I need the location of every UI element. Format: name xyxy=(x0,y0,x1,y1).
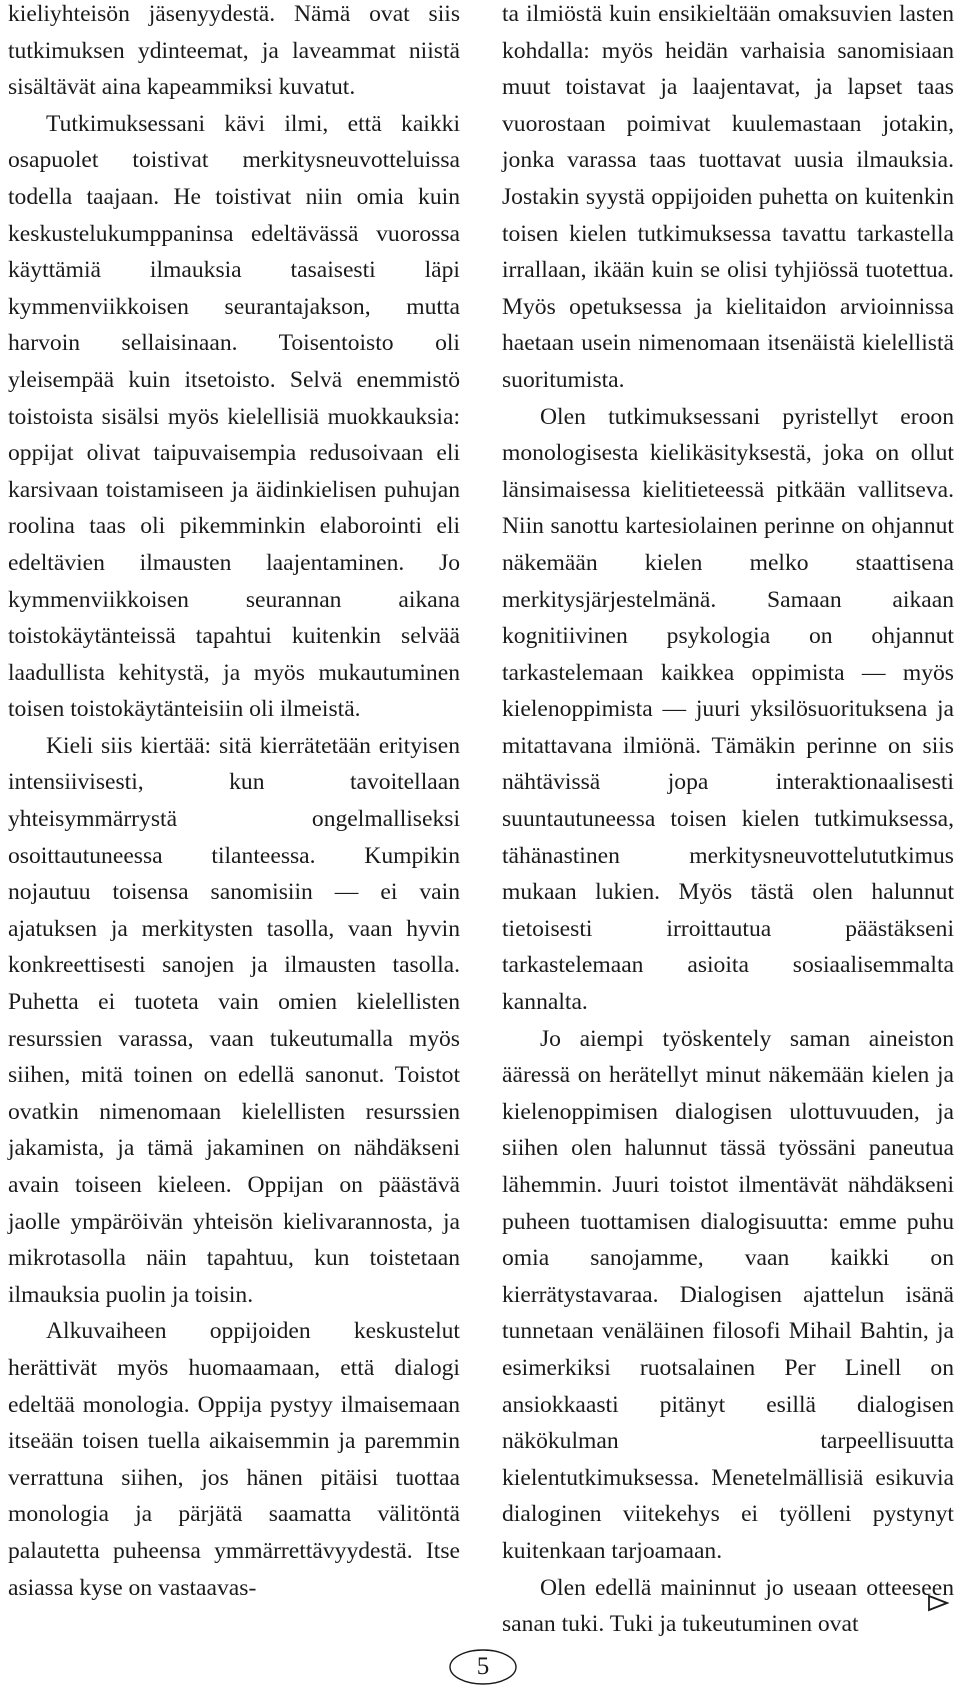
continue-arrow-icon xyxy=(927,1594,949,1612)
left-text-column xyxy=(8,0,460,1606)
paragraph: kieliyhteisön jäsenyydestä. Nämä ovat siis tutkimuksen ydinteemat, ja laveammat niistä sisältävät aina kapeammiksi kuvatut. xyxy=(8,1,460,101)
paragraph: Alkuvaiheen oppijoiden keskustelut herättivät myös huomaamaan, että dialogi edeltää monologia. Oppija pystyy ilmaisemaan itseään toisen tuella aikaisemmin ja paremmin verrattuna siihen, jos hänen pitäisi tuottaa monologia ja pärjätä saamatta välitöntä palautetta puheensa ymmärrettävyydestä. Itse asiassa kyse on vastaavas- xyxy=(8,1318,460,1601)
paragraph: ta ilmiöstä kuin ensikieltään omaksuvien lasten kohdalla: myös heidän varhaisia sanomisiaan muut toistavat ja laajentavat, ja lapset taas vuorostaan poimivat kuulemastaan jotakin, jonka varassa taas tuottavat uusia ilmauksia. Jostakin syystä oppijoiden puhetta on kuitenkin toisen kielen tutkimuksessa tavattu tarkastella irrallaan, ikään kuin se olisi tyhjiössä tuotettua. Myös opetuksessa ja kielitaidon arvioinnissa haetaan usein nimenomaan itsenäistä kielellistä suoritumista. xyxy=(502,1,954,393)
page-number-text: 5 xyxy=(476,1653,490,1680)
page-number xyxy=(448,1647,518,1687)
paragraph: Jo aiempi työskentely saman aineiston ääressä on herätellyt minut näkemään kielen ja kielenoppimisen dialogisen ulottuvuuden, ja siihen olen halunnut tässä työssäni paneutua lähemmin. Juuri toistot ilmentävät nähdäkseni puheen tuottamisen dialogisuutta: emme puhu omia sanojamme, vaan kaikki on kierrätystavaraa. Dialogisen ajattelun isänä tunnetaan venäläinen filosofi Mihail Bahtin, ja esimerkiksi ruotsalainen Per Linell on ansiokkaasti pitänyt esillä dialogisen näkökulman tarpeellisuutta kielentutkimuksessa. Menetelmällisiä esikuvia dialoginen viitekehys ei työlleni pystynyt kuitenkaan tarjoamaan. xyxy=(502,1025,954,1564)
paragraph: Olen tutkimuksessani pyristellyt eroon monologisesta kielikäsityksestä, joka on ollut länsimaisessa kielitieteessä pitkään vallitseva. Niin sanottu kartesiolainen perinne on ohjannut näkemään kielen melko staattisena merkitysjärjestelmänä. Samaan aikaan kognitiivinen psykologia on ohjannut tarkastelemaan kaikkea oppimista — myös kielenoppimista — juuri yksilösuorituksena ja mitattavana ilmiönä. Tämäkin perinne on siis nähtävissä jopa interaktionaalisesti suuntautuneessa toisen kielen tutkimuksessa, tähänastinen merkitysneuvottelututkimus mukaan lukien. Myös tästä olen halunnut tietoisesti irroittautua päästäkseni tarkastelemaan asioita sosiaalisemmalta kannalta. xyxy=(502,403,954,1016)
right-text-column xyxy=(502,0,954,1643)
paragraph: Tutkimuksessani kävi ilmi, että kaikki osapuolet toistivat merkitysneuvotteluissa todella taajaan. He toistivat niin omia kuin keskustelukumppaninsa edeltävässä vuorossa käyttämiä ilmauksia tasaisesti läpi kymmenviikkoisen seurantajakson, mutta harvoin sellaisinaan. Toisentoisto oli yleisempää kuin itsetoisto. Selvä enemmistö toistoista sisälsi myös kielellisiä muokkauksia: oppijat olivat taipuvaisempia redusoivaan eli karsivaan toistamiseen ja äidinkielisen puhujan roolina taas oli pikemminkin elaborointi eli edeltävien ilmausten laajentaminen. Jo kymmenviikkoisen seurannan aikana toistokäytänteissä tapahtui kuitenkin selvää laadullista kehitystä, ja myös mukautuminen toisen toistokäytänteisiin oli ilmeistä. xyxy=(8,110,460,723)
paragraph: Olen edellä maininnut jo useaan otteeseen sanan tuki. Tuki ja tukeutuminen ovat xyxy=(502,1574,954,1638)
paragraph: Kieli siis kiertää: sitä kierrätetään erityisen intensiivisesti, kun tavoitellaan yhteisymmärrystä ongelmalliseksi osoittautuneessa tilanteessa. Kumpikin nojautuu toisensa sanomisiin — ei vain ajatuksen ja merkitysten tasolla, vaan hyvin konkreettisesti sanojen ja ilmausten tasolla. Puhetta ei tuoteta vain omien kielellisten resurssien varassa, vaan tukeutumalla myös siihen, mitä toinen on edellä sanonut. Toistot ovatkin nimenomaan kielellisten resurssien jakamista, ja tämä jakaminen on nähdäkseni avain toiseen kieleen. Oppijan on päästävä jaolle ympäröivän yhteisön kielivarannosta, ja mikrotasolla näin tapahtuu, kun toistetaan ilmauksia puolin ja toisin. xyxy=(8,732,460,1308)
